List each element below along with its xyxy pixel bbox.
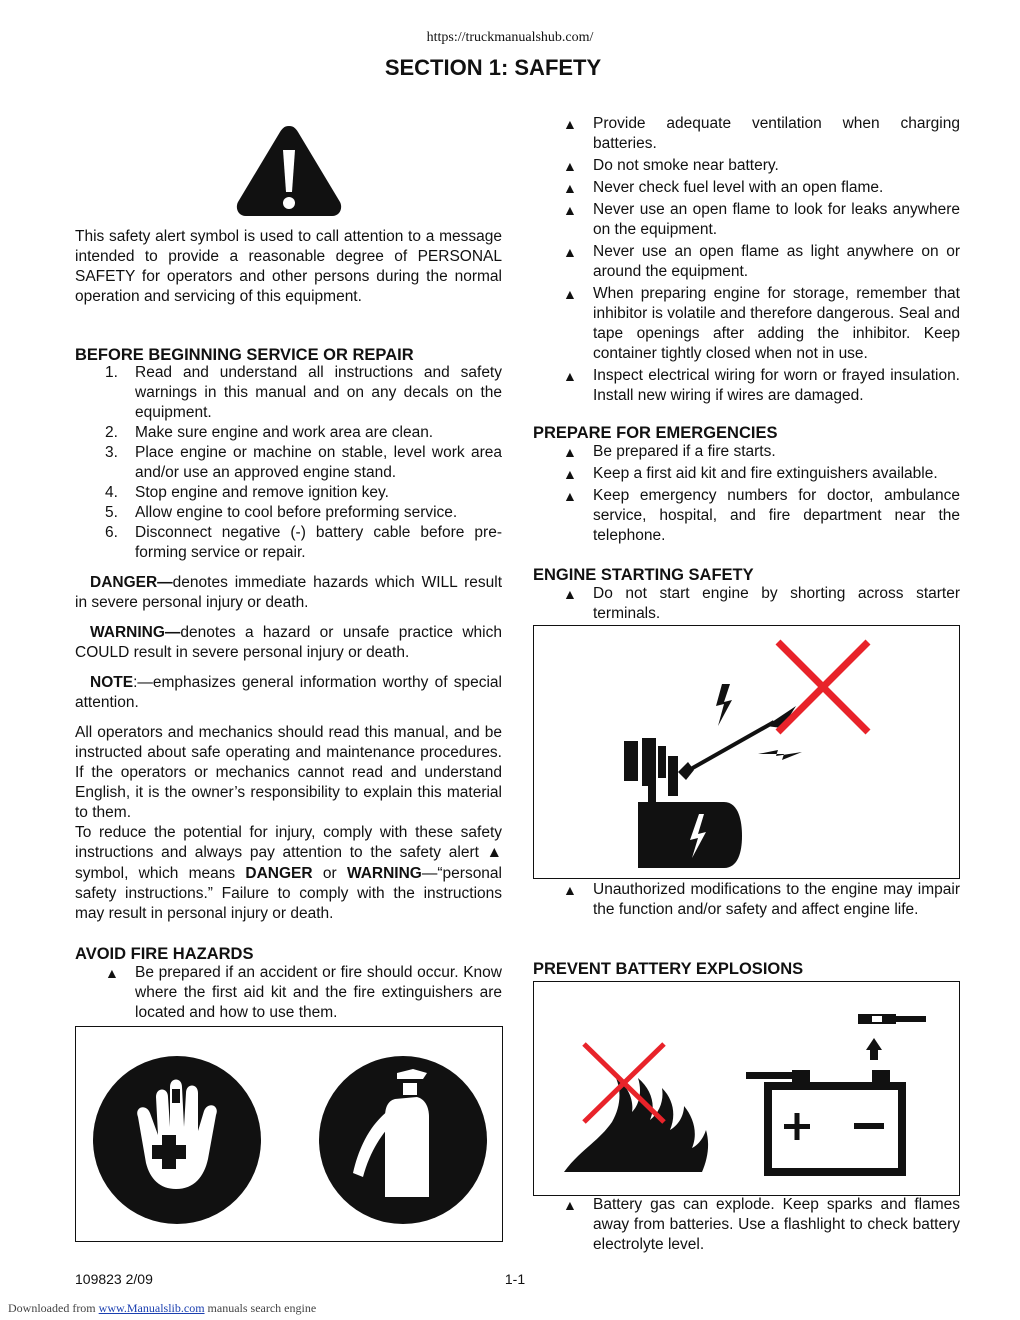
safety-alert-icon <box>234 122 344 220</box>
fire-hazards-heading: AVOID FIRE HAZARDS <box>75 945 254 963</box>
list-item: ▲ Keep emergency numbers for doctor, ambulance service, hospital, and fire department near the telephone. <box>563 487 960 544</box>
list-item: 3. Place engine or machine on stable, level work area and/or use an approved engine stand. <box>105 444 502 481</box>
list-item: ▲ Never use an open flame to look for leaks anywhere on the equipment. <box>563 201 960 238</box>
list-item: ▲ Battery gas can explode. Keep sparks and flames away from batteries. Use a flashlight to check battery electrolyte level. <box>563 1196 960 1253</box>
before-service-heading: BEFORE BEGINNING SERVICE OR REPAIR <box>75 346 414 364</box>
reduce-injury-paragraph: To reduce the potential for injury, comply with these safety instructions and always pay attention to the safety alert ▲ symbol, which means DANGER or WARNING—“personal safety instructions.” Failure to comply with the instructions may result in personal injury or death. <box>75 824 502 923</box>
fire-safety-list <box>533 114 960 407</box>
fire-hazards-list <box>75 963 502 1024</box>
battery-list <box>533 1195 960 1256</box>
list-item: 4. Stop engine and remove ignition key. <box>105 484 389 501</box>
list-item: ▲ Never check fuel level with an open flame. <box>563 179 884 196</box>
warning-definition: WARNING—denotes a hazard or unsafe practice which COULD result in severe personal injury or death. <box>75 624 502 661</box>
modifications-list <box>533 880 960 921</box>
list-item: ▲ Do not start engine by shorting across starter terminals. <box>563 585 960 622</box>
engine-starting-heading: ENGINE STARTING SAFETY <box>533 566 754 584</box>
page-number: 1-1 <box>504 1271 526 1287</box>
download-notice: Downloaded from www.Manualslib.com manuals search engine <box>8 1301 317 1315</box>
list-item: 2. Make sure engine and work area are clean. <box>105 424 434 441</box>
fire-extinguisher-icon <box>317 1027 501 1240</box>
emergencies-heading: PREPARE FOR EMERGENCIES <box>533 424 778 442</box>
list-item: ▲ Provide adequate ventilation when charging batteries. <box>563 115 960 152</box>
danger-definition: DANGER—denotes immediate hazards which WILL result in severe personal injury or death. <box>75 574 502 611</box>
list-item: 1. Read and understand all instructions and safety warnings in this manual and on any decals on the equipment. <box>105 364 502 421</box>
list-item: 5. Allow engine to cool before preforming service. <box>105 504 458 521</box>
no-shorting-starter-icon <box>534 626 958 877</box>
operators-paragraph: All operators and mechanics should read this manual, and be instructed about safe operating and maintenance procedures. If the operators or mechanics cannot read and understand English, it is the owner’s responsibility to explain this material to them. <box>75 724 502 821</box>
page-title: SECTION 1: SAFETY <box>384 55 602 80</box>
before-service-list <box>75 363 502 563</box>
list-item: ▲ When preparing engine for storage, remember that inhibitor is volatile and therefore dangerous. Seal and tape openings after adding the inhibitor. Keep container tightly closed when not in use. <box>563 285 960 362</box>
list-item: ▲ Inspect electrical wiring for worn or frayed insulation. Install new wiring if wires are damaged. <box>563 367 960 404</box>
emergencies-list <box>533 442 960 547</box>
list-item: ▲ Keep a first aid kit and fire extinguishers available. <box>563 465 938 482</box>
list-item: ▲ Do not smoke near battery. <box>563 157 779 174</box>
source-url: https://truckmanualshub.com/ <box>426 30 594 45</box>
engine-starting-list <box>533 584 960 625</box>
document-number: 109823 2/09 <box>75 1271 153 1287</box>
list-item: ▲ Be prepared if an accident or fire should occur. Know where the first aid kit and the fire extinguishers are located and how to use them. <box>105 964 502 1021</box>
list-item: 6. Disconnect negative (-) battery cable before pre-forming service or repair. <box>105 524 502 561</box>
list-item: ▲ Unauthorized modifications to the engine may impair the function and/or safety and affect engine life. <box>563 881 960 918</box>
engine-starting-figure <box>533 625 960 879</box>
intro-paragraph: This safety alert symbol is used to call attention to a message intended to provide a reasonable degree of PERSONAL SAFETY for operators and other persons during the normal operation and servicing of this equipment. <box>75 228 502 305</box>
list-item: ▲ Never use an open flame as light anywhere on or around the equipment. <box>563 243 960 280</box>
fire-hazards-figure <box>75 1026 503 1242</box>
battery-figure <box>533 981 960 1196</box>
note-definition: NOTE:—emphasizes general information worthy of special attention. <box>75 674 502 711</box>
list-item: ▲ Be prepared if a fire starts. <box>563 443 776 460</box>
battery-heading: PREVENT BATTERY EXPLOSIONS <box>533 960 804 978</box>
battery-icon <box>734 1002 934 1182</box>
manualslib-link[interactable]: www.Manualslib.com <box>98 1301 205 1315</box>
